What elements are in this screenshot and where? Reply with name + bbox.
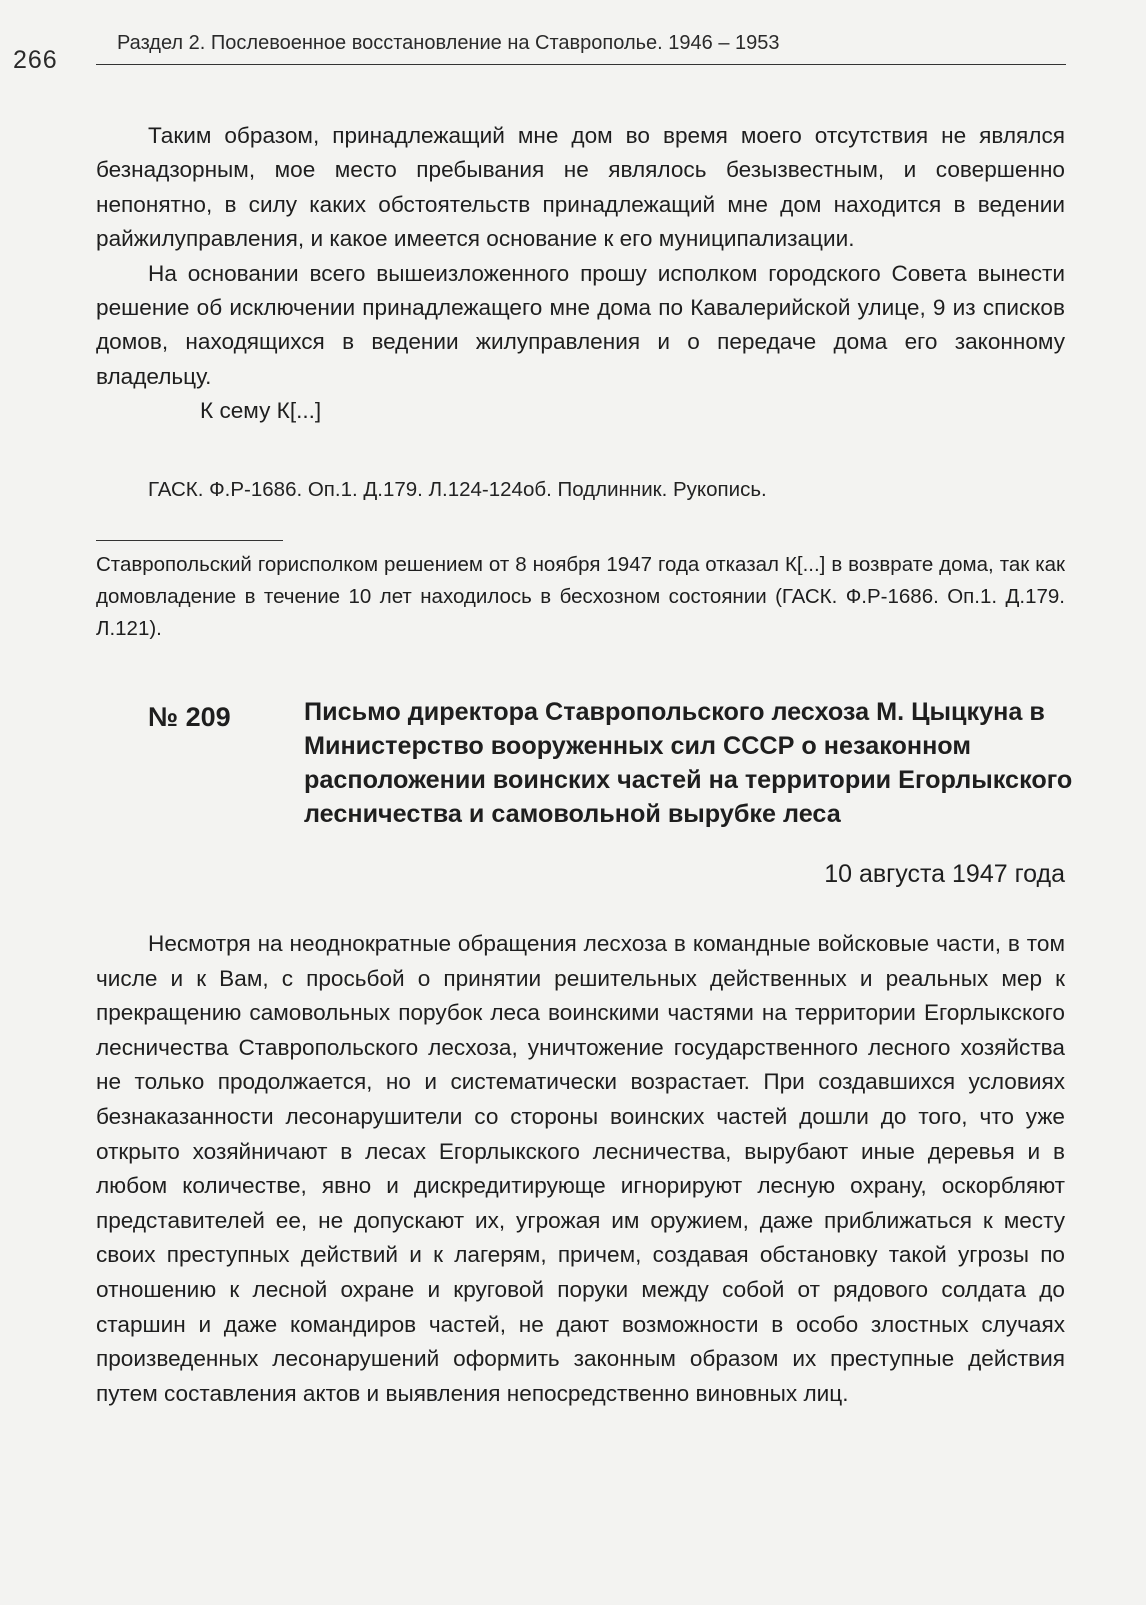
letter-paragraph: На основании всего вышеизложенного прошу исполком городского Совета вынести решение об исключении принадлежащего мне дома по Кавалерийской улице, 9 из списков домов, находящихся в ведении жилуправления и о передаче дома его законному владельцу. xyxy=(96,260,1065,389)
footnote: Ставропольский горисполком решением от 8 ноября 1947 года отказал К[...] в возврате дома, так как домовладение в течение 10 лет находилось в бесхозном состоянии (ГАСК. Ф.Р-1686. Оп.1. Д.179. Л.121). xyxy=(96,553,1065,640)
header-rule xyxy=(96,64,1066,65)
archive-source: ГАСК. Ф.Р-1686. Оп.1. Д.179. Л.124-124об. Подлинник. Рукопись. xyxy=(148,478,767,501)
document-paragraph: Несмотря на неоднократные обращения лесхоза в командные войсковые части, в том числе и к Вам, с просьбой о принятии решительных действенных и реальных мер к прекращению самовольных порубок леса воинскими частями на территории Егорлыкского лесничества Ставропольского лесхоза, уничтожение государственного лесного хозяйства не только продолжается, но и систематически возрастает. При создавшихся условиях безнаказанности лесонарушители со стороны воинских частей дошли до того, что уже открыто хозяйничают в лесах Егорлыкского лесничества, вырубают иные деревья и в любом количестве, явно и дискредитирующе игнорируют лесную охрану, оскорбляют представителей ее, не допускают их, угрожая им оружием, даже приближаться к месту своих преступных действий и к лагерям, причем, создавая обстановку такой угрозы по отношению к лесной охране и круговой поруки между собой от рядового солдата до старшин и даже командиров частей, не дают возможности в особо злостных случаях произведенных лесонарушений оформить законным образом их преступные действия путем составления актов и выявления непосредственно виновных лиц. xyxy=(96,931,1065,1406)
letter-closing: К сему К[...] xyxy=(200,398,322,424)
footnote-rule xyxy=(96,540,283,541)
running-head: Раздел 2. Послевоенное восстановление на Ставрополье. 1946 – 1953 xyxy=(117,32,780,54)
document-title: Письмо директора Ставропольского лесхоза М. Цыцкуна в Министерство вооруженных сил СССР о незаконном расположении воинских частей на территории Егорлыкского лесничества и самовольной вырубке леса xyxy=(304,698,1073,828)
page-number: 266 xyxy=(13,46,58,74)
letter-end-text xyxy=(96,119,1065,429)
document-body xyxy=(96,927,1065,1411)
document-number: № 209 xyxy=(148,702,231,732)
document-date: 10 августа 1947 года xyxy=(824,860,1065,888)
letter-paragraph: Таким образом, принадлежащий мне дом во время моего отсутствия не являлся безнадзорным, мое место пребывания не являлось безызвестным, и совершенно непонятно, в силу каких обстоятельств принадлежащий мне дом находится в ведении райжилуправления, и какое имеется основание к его муниципализации. xyxy=(96,123,1065,252)
